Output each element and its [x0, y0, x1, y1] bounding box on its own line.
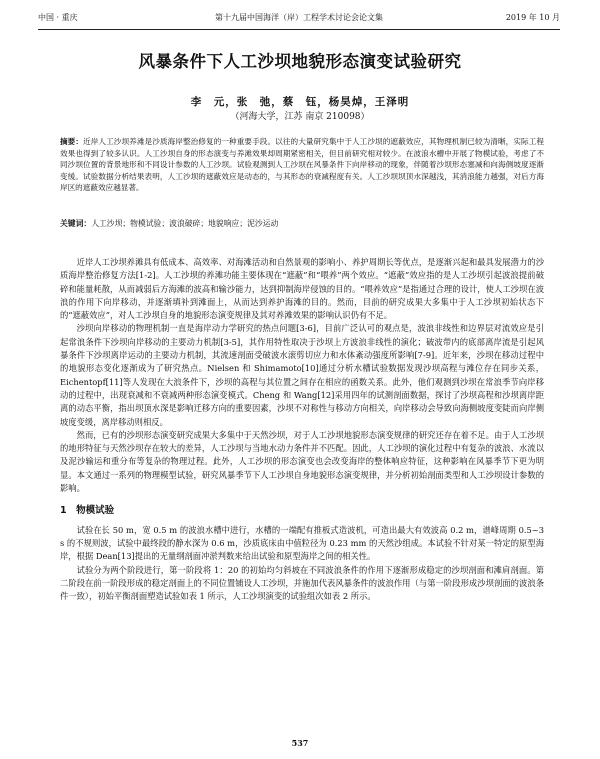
keywords-text: 人工沙坝；物模试验；波浪破碎；地貌响应；泥沙运动 — [91, 219, 279, 228]
header-proceedings: 第十九届中国海洋（岸）工程学术讨论会论文集 — [215, 13, 383, 22]
abstract — [60, 136, 544, 194]
abstract-text: 近岸人工沙坝养滩是沙质海岸整治修复的一种重要手段。以往的大量研究集中于人工沙坝的遮蔽效应，其物理机制已较为清晰，实际工程效果也得到了较多认识。人工沙坝自身的形态演变与养滩效果却周期紧密相关，但目前研究相对较少。在波浪水槽中开展了物模试验，考虑了不同沙坝位置的背景地形和不同设计参数的人工沙坝。试验观测到人工沙坝在风暴条件下向岸移动的现象，伴随着沙坝形态塞减和向海侧坡度逐渐变缓。试验数据分析结果表明，人工沙坝的遮蔽效应是动态的，与其形态的衰减程度有关。人工沙坝坝顶水深越浅，其消浪能力越强，对后方海岸区的遮蔽效应越显著。 — [60, 137, 545, 193]
header-location: 中国 · 重庆 — [38, 13, 78, 22]
paragraph: 沙坝向岸移动的物理机制一直是海岸动力学研究的热点问题[3-6]，目前广泛认可的观点是，波浪非线性和边界层对流效应是引起常浪条件下沙坝向岸移动的主要动力机制[3-5]，其作用特性取决于沙坝上方波浪非线性的演化；破波带内的底部离岸流是引起风暴条件下沙坝离岸运动的主要动力机制，其流速剖面受破波水滚剪切应力和水体紊动强度所影响[7-9]。近年来，沙坝在移动过程中的地貌形态变化逐渐成为了研究热点。Nielsen 和 Shimamoto[10]通过分析水槽试验数据发现沙坝高程与滩位存在同步关系，Eichentopf[11]等人发现在大浪条件下，沙坝的高程与其位置之间存在相应的函数关系。此外，他们观测到沙坝在常浪季节向岸移动的过程中，出现衰减和不衰减两种形态演变模式。Cheng 和 Wang[12]采用四年的试测剖面数据，探讨了沙坝高程和沙坝离岸距离的动态平衡，指出坝顶水深是影响迁移方向的重要因素，沙坝不对称性与移动方向相关，向岸移动会导致向海侧坡度变陡而向岸侧坡度变缓，离岸移动则相反。 — [60, 323, 544, 427]
header-date: 2019 年 10 月 — [505, 13, 560, 22]
section-heading: 1 物模试验 — [60, 505, 115, 517]
abstract-label: 摘要： — [60, 137, 84, 146]
paragraph: 试验在长 50 m，宽 0.5 m 的波浪水槽中进行，水槽的一端配有推板式造波机，可造出最大有效波高 0.2 m，谱峰周期 0.5~3 s 的不规则波，试验中最终段的静水深为 0.6 m，沙质底床由中值粒径为 0.23 mm 的天然沙组成。本试验不针对某一特定的原型海岸，根据 Dean[13]提出的无量纲剖面冲淤判数来给出试验和原型海岸之间的相关性。 — [60, 524, 544, 562]
paper-title: 风暴条件下人工沙坝地貌形态演变试验研究 — [138, 52, 462, 71]
paragraph: 试验分为两个阶段进行，第一阶段将 1：20 的初始均匀斜坡在不同波浪条件的作用下逐渐形成稳定的沙坝剖面和滩肩剖面。第二阶段在前一阶段形成的稳定剖面上的不同位置铺设人工沙坝，并施加代表风暴条件的波浪作用（与第一阶段形成沙坝剖面的波浪条件一致），初始平衡剖面塑造试验如表 1 所示，人工沙坝演变的试验组次如表 2 所示。 — [60, 564, 544, 602]
authors: 李 元，张 弛，蔡 钰，杨昊焯，王泽明 — [190, 96, 410, 108]
affiliation: （河海大学，江苏 南京 210098） — [230, 112, 370, 122]
body-text — [60, 256, 544, 603]
keywords-label: 关键词： — [60, 219, 92, 228]
running-header — [38, 12, 560, 26]
paragraph: 近岸人工沙坝养滩具有低成本、高效率、对海滩活动和自然景观的影响小、养护周期长等优点，是逐渐兴起和最具发展潜力的沙质海岸整治修复方法[1-2]。人工沙坝的养滩功能主要体现在“遮蔽”和“喂养”两个效应。“遮蔽”效应指的是人工沙坝引起波浪提前破碎和能量耗散，从而减弱后方海滩的波高和输沙能力，达到抑制海岸侵蚀的目的。“喂养效应”是指通过合理的设计，使人工沙坝在波浪的作用下向岸移动，并逐渐填补到滩面上，从而达到养护海滩的目的。然而，目前的研究成果大多集中于人工沙坝初始状态下的“遮蔽效应”，对人工沙坝自身的地貌形态演变规律及其对养滩效果的影响认识仍有不足。 — [60, 257, 544, 321]
paragraph: 然而，已有的沙坝形态演变研究成果大多集中于天然沙坝，对于人工沙坝地貌形态演变规律的研究还存在着不足。由于人工沙坝的地形特征与天然沙坝存在较大的差异，人工沙坝与当地水动力条件并不匹配。因此，人工沙坝的演化过程中有复杂的波浪、水流以及泥沙输运和重分布等复杂的物理过程。此外，人工沙坝的形态演变也会改变海岸的整体响应特征，这种影响在风暴季节下更为明显。本文通过一系列的物理模型试验，研究风暴季节下人工沙坝自身地貌形态演变规律，并分析初始剖面类型和人工沙坝设计参数的影响。 — [60, 429, 544, 494]
keywords — [60, 218, 544, 230]
header-rule — [38, 29, 560, 30]
page-number: 537 — [291, 738, 309, 748]
